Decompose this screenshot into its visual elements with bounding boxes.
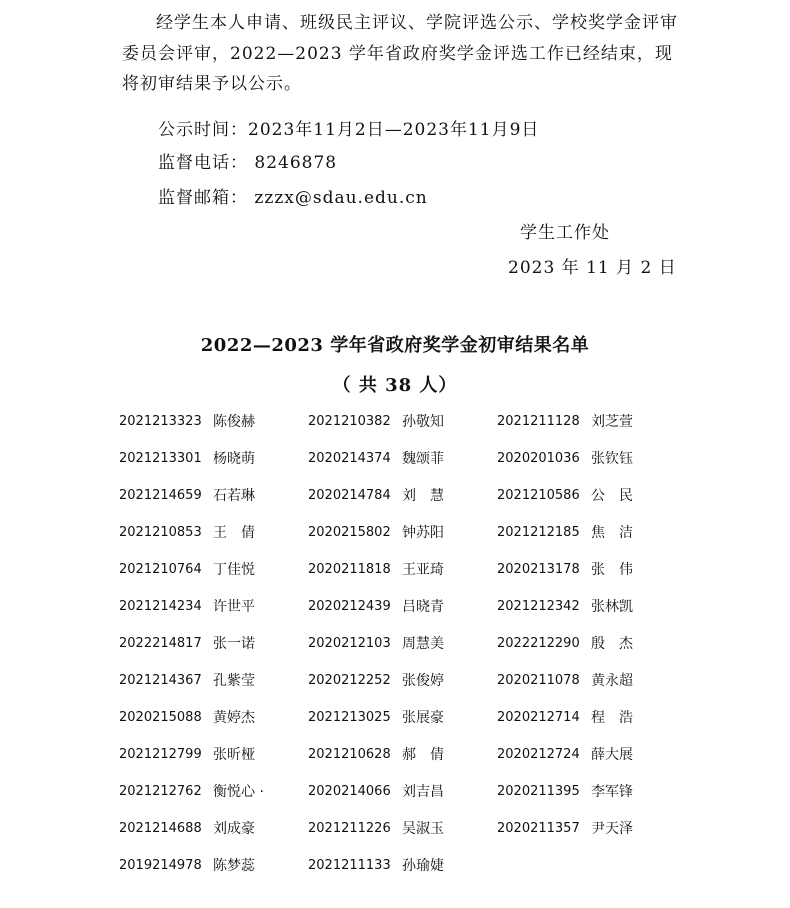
student-name: 郝 倩 [402, 747, 444, 763]
table-row [119, 633, 679, 670]
list-title: 2022—2023 学年省政府奖学金初审结果名单 [200, 335, 590, 356]
student-id: 2021212342 [497, 599, 580, 614]
notice-body [122, 8, 682, 100]
student-id: 2020214784 [308, 488, 391, 503]
student-id: 2021211128 [497, 414, 580, 429]
student-name: 尹天泽 [591, 821, 633, 837]
table-row [119, 855, 679, 892]
student-id: 2019214978 [119, 858, 202, 873]
notice-phone: 监督电话： 8246878 [158, 153, 338, 173]
student-name: 吴淑玉 [402, 821, 444, 837]
notice-date: 2023 年 11 月 2 日 [508, 258, 677, 278]
student-name: 杨晓萌 [213, 451, 255, 467]
student-id: 2021212185 [497, 525, 580, 540]
student-name: 刘芝萱 [591, 414, 633, 430]
student-name: 周慧美 [402, 636, 444, 652]
table-row [119, 559, 679, 596]
student-id: 2020211395 [497, 784, 580, 799]
student-name: 王亚琦 [402, 562, 444, 578]
table-row [119, 744, 679, 781]
student-name: 公 民 [591, 488, 633, 504]
student-id: 2020212724 [497, 747, 580, 762]
student-id: 2020212714 [497, 710, 580, 725]
student-name: 魏颂菲 [402, 451, 444, 467]
student-name: 刘吉昌 [402, 784, 444, 800]
table-row [119, 485, 679, 522]
student-id: 2020215088 [119, 710, 202, 725]
student-name: 孔紫莹 [213, 673, 255, 689]
table-row [119, 818, 679, 855]
student-name: 张一诺 [213, 636, 255, 652]
student-name: 孙敬知 [402, 414, 444, 430]
student-name: 钟苏阳 [402, 525, 444, 541]
student-name: 孙瑜婕 [402, 858, 444, 874]
student-name: 衡悦心 · [213, 784, 264, 800]
notice-paragraph: 经学生本人申请、班级民主评议、学院评选公示、学校奖学金评审委员会评审，2022—2023 学年省政府奖学金评选工作已经结束，现将初审结果予以公示。 [122, 13, 678, 94]
student-id: 2021212762 [119, 784, 202, 799]
student-name: 吕晓青 [402, 599, 444, 615]
student-id: 2020211818 [308, 562, 391, 577]
student-id: 2021214688 [119, 821, 202, 836]
student-name: 刘 慧 [402, 488, 444, 504]
student-name: 黄婷杰 [213, 710, 255, 726]
table-row [119, 448, 679, 485]
student-id: 2020201036 [497, 451, 580, 466]
student-id: 2020212252 [308, 673, 391, 688]
student-name: 陈梦蕊 [213, 858, 255, 874]
student-name: 石若琳 [213, 488, 255, 504]
student-id: 2020213178 [497, 562, 580, 577]
student-name: 张俊婷 [402, 673, 444, 689]
table-row [119, 411, 679, 448]
name-list [119, 411, 679, 892]
table-row [119, 670, 679, 707]
student-name: 黄永超 [591, 673, 633, 689]
student-name: 殷 杰 [591, 636, 633, 652]
student-name: 张林凯 [591, 599, 633, 615]
student-id: 2020212439 [308, 599, 391, 614]
student-id: 2021211226 [308, 821, 391, 836]
student-name: 李军锋 [591, 784, 633, 800]
student-id: 2021210628 [308, 747, 391, 762]
student-id: 2022212290 [497, 636, 580, 651]
student-id: 2020214374 [308, 451, 391, 466]
student-id: 2022214817 [119, 636, 202, 651]
student-name: 许世平 [213, 599, 255, 615]
notice-email: 监督邮箱： zzzx@sdau.edu.cn [158, 188, 428, 208]
student-id: 2020215802 [308, 525, 391, 540]
student-name: 张昕桠 [213, 747, 255, 763]
table-row [119, 522, 679, 559]
student-id: 2021213323 [119, 414, 202, 429]
student-id: 2021210853 [119, 525, 202, 540]
student-name: 王 倩 [213, 525, 255, 541]
student-name: 张展豪 [402, 710, 444, 726]
student-id: 2021212799 [119, 747, 202, 762]
notice-period: 公示时间：2023年11月2日—2023年11月9日 [158, 120, 540, 140]
table-row [119, 596, 679, 633]
student-id: 2021210764 [119, 562, 202, 577]
student-id: 2021213025 [308, 710, 391, 725]
student-name: 丁佳悦 [213, 562, 255, 578]
student-name: 陈俊赫 [213, 414, 255, 430]
student-name: 薛大展 [591, 747, 633, 763]
student-id: 2020211357 [497, 821, 580, 836]
student-id: 2021213301 [119, 451, 202, 466]
table-row [119, 707, 679, 744]
student-id: 2021210382 [308, 414, 391, 429]
table-row [119, 781, 679, 818]
student-id: 2020211078 [497, 673, 580, 688]
student-name: 刘成豪 [213, 821, 255, 837]
student-name: 程 浩 [591, 710, 633, 726]
notice-issuer: 学生工作处 [520, 223, 610, 243]
student-id: 2021214367 [119, 673, 202, 688]
student-id: 2020212103 [308, 636, 391, 651]
list-count: （ 共 38 人） [332, 375, 458, 396]
student-id: 2021214234 [119, 599, 202, 614]
student-id: 2021211133 [308, 858, 391, 873]
student-name: 张钦钰 [591, 451, 633, 467]
student-id: 2021210586 [497, 488, 580, 503]
student-name: 焦 洁 [591, 525, 633, 541]
student-id: 2021214659 [119, 488, 202, 503]
student-id: 2020214066 [308, 784, 391, 799]
student-name: 张 伟 [591, 562, 633, 578]
